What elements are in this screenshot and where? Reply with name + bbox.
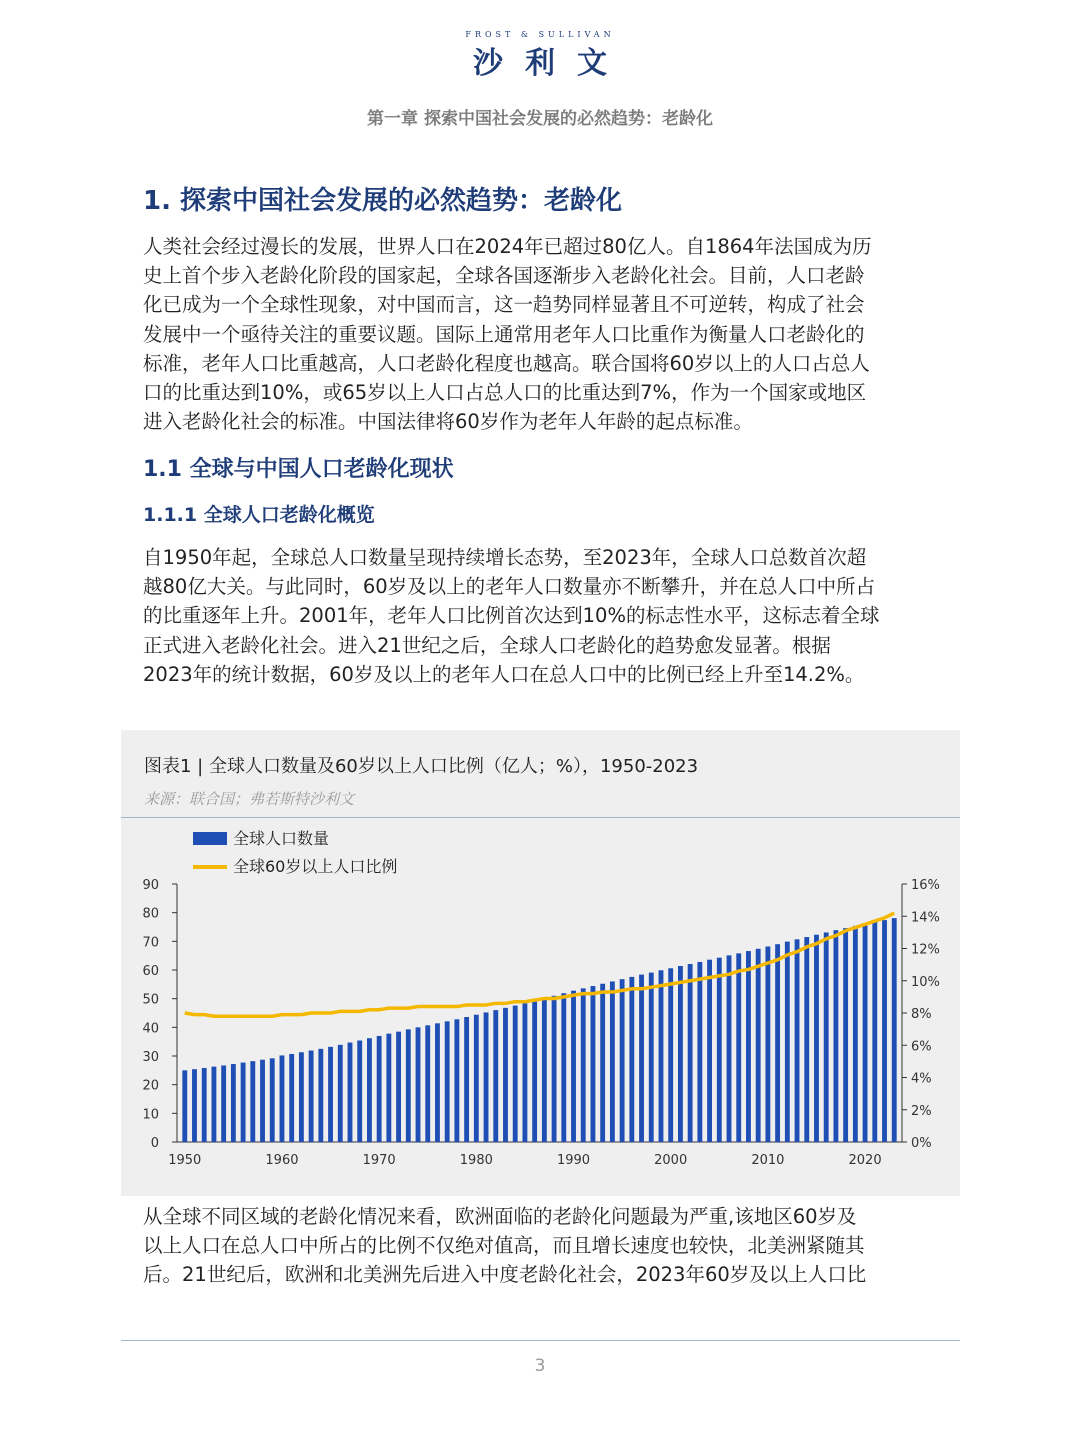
population-bar [192,1069,197,1142]
population-bar [649,973,654,1142]
population-bar [678,966,683,1142]
population-bar [668,968,673,1142]
population-bar [435,1023,440,1142]
left-axis-tick-label: 0 [150,1136,159,1151]
population-bar [377,1036,382,1142]
population-bar [280,1055,285,1142]
population-bar [182,1070,187,1142]
regional-paragraph [143,1202,943,1290]
legend-label-population: 全球人口数量 [233,829,330,848]
population-bar [795,939,800,1142]
population-bar [581,988,586,1142]
paragraph-line: 正式进入老龄化社会。进入21世纪之后，全球人口老龄化的趋势愈发显著。根据 [143,633,831,657]
right-axis-tick-label: 12% [911,942,940,958]
population-bar [591,986,596,1142]
population-bar [318,1049,323,1142]
logo-en: FROST & SULLIVAN [465,30,615,39]
intro-paragraph [143,232,943,436]
population-bar [231,1064,236,1142]
paragraph-line: 口的比重达到10%，或65岁以上人口占总人口的比重达到7%，作为一个国家或地区 [143,381,867,405]
subsection-heading: 1.1 全球与中国人口老龄化现状 [143,457,454,482]
left-axis-tick-label: 30 [142,1050,159,1065]
population-bar [552,996,557,1142]
population-bar [756,949,761,1142]
x-axis-tick-label: 1980 [459,1153,493,1168]
population-bar [765,946,770,1142]
x-axis-tick-label: 1950 [168,1153,202,1168]
population-bar [571,991,576,1142]
x-axis-tick-label: 1960 [265,1153,299,1168]
population-bar [406,1029,411,1142]
population-bar [250,1061,255,1142]
population-bar [522,1003,527,1142]
paragraph-line: 进入老龄化社会的标准。中国法律将60岁作为老年人年龄的起点标准。 [143,410,753,434]
right-axis-tick-label: 14% [911,910,940,926]
population-bar [785,942,790,1142]
population-bar [872,922,877,1142]
population-bar [212,1067,217,1142]
figure-divider [121,817,960,818]
population-bar [532,1001,537,1142]
population-bar [843,928,848,1142]
population-bar [620,979,625,1142]
population-bar [299,1052,304,1142]
paragraph-line: 标准，老年人口比重越高，人口老龄化程度也越高。联合国将60岁以上的人口占总人 [143,351,870,375]
population-bar [727,955,732,1142]
figure-title: 图表1 | 全球人口数量及60岁以上人口比例（亿人；%），1950-2023 [144,756,699,777]
figure-source: 来源：联合国；弗若斯特沙利文 [144,790,355,808]
population-chart [121,822,960,1192]
page-number: 3 [534,1356,546,1376]
population-bar [513,1006,518,1142]
population-bar [736,953,741,1142]
population-bar [289,1054,294,1142]
left-axis-tick-label: 80 [142,906,159,922]
x-axis-tick-label: 1970 [362,1153,396,1168]
x-axis-tick-label: 2010 [751,1153,785,1168]
population-bar [445,1021,450,1142]
population-bar [629,977,634,1142]
population-bar [454,1019,459,1142]
paragraph-line: 的比重逐年上升。2001年，老年人口比例首次达到10%的标志性水平，这标志着全球 [143,604,880,628]
x-axis-tick-label: 2000 [654,1153,688,1168]
population-bar [775,944,780,1142]
population-bar [202,1068,207,1142]
population-bar [892,918,897,1142]
logo-cn: 沙利文 [473,46,629,81]
population-bar [348,1043,353,1142]
left-axis-tick-label: 20 [142,1078,159,1094]
population-bar [746,951,751,1142]
left-axis-tick-label: 40 [142,1021,159,1037]
paragraph-line: 自1950年起，全球总人口数量呈现持续增长态势，至2023年，全球人口总数首次超 [143,546,867,569]
population-bar [396,1032,401,1142]
population-bar [853,926,858,1142]
global-overview-paragraph [143,543,943,689]
population-bar [503,1008,508,1142]
section-heading: 1. 探索中国社会发展的必然趋势：老龄化 [143,186,623,216]
population-bar [600,984,605,1142]
right-axis-tick-label: 8% [911,1007,932,1022]
left-axis-tick-label: 10 [142,1107,159,1123]
x-axis-tick-label: 2020 [848,1153,882,1168]
population-bar [659,970,664,1142]
subsubsection-heading: 1.1.1 全球人口老龄化概览 [143,504,375,526]
population-bar [464,1017,469,1142]
population-bar [241,1063,246,1142]
population-bar [416,1027,421,1142]
population-bar [493,1010,498,1142]
paragraph-line: 以上人口在总人口中所占的比例不仅绝对值高，而且增长速度也较快，北美洲紧随其 [143,1234,865,1258]
paragraph-line: 化已成为一个全球性现象，对中国而言，这一趋势同样显著且不可逆转，构成了社会 [143,293,865,317]
legend-label-ratio: 全球60岁以上人口比例 [233,857,398,876]
population-bar [367,1038,372,1142]
right-axis-tick-label: 4% [911,1071,932,1087]
population-bar [474,1015,479,1142]
legend-swatch-population [193,832,227,845]
left-axis-tick-label: 50 [142,992,159,1008]
paragraph-line: 史上首个步入老龄化阶段的国家起，全球各国逐渐步入老龄化社会。目前，人口老龄 [143,264,865,288]
paragraph-line: 发展中一个亟待关注的重要议题。国际上通常用老年人口比重作为衡量人口老龄化的 [143,322,865,346]
right-axis-tick-label: 16% [911,878,940,893]
population-bar [824,932,829,1142]
left-axis-tick-label: 60 [142,964,159,979]
footer-divider [121,1340,960,1341]
population-bar [542,998,547,1142]
x-axis-tick-label: 1990 [556,1153,591,1168]
right-axis-tick-label: 6% [911,1039,932,1055]
population-bar [386,1034,391,1142]
right-axis-tick-label: 10% [911,974,940,990]
right-axis-tick-label: 2% [911,1103,932,1119]
population-bar [309,1051,314,1142]
population-bar [814,935,819,1142]
population-bar [833,930,838,1142]
population-bar [863,924,868,1142]
population-bar [425,1025,430,1142]
chapter-title: 第一章 探索中国社会发展的必然趋势：老龄化 [367,109,713,129]
left-axis-tick-label: 90 [142,878,159,893]
left-axis-tick-label: 70 [142,935,159,951]
population-bar [717,958,722,1142]
population-bar [270,1058,275,1142]
population-bar [882,920,887,1142]
population-bar [328,1047,333,1142]
population-bar [610,981,615,1142]
figure-box [121,730,960,1196]
paragraph-line: 后。21世纪后，欧洲和北美洲先后进入中度老龄化社会，2023年60岁及以上人口比 [143,1263,867,1287]
population-bar [357,1041,362,1142]
paragraph-line: 越80亿大关。与此同时，60岁及以上的老年人口数量亦不断攀升，并在总人口中所占 [143,575,876,599]
population-bar [697,962,702,1142]
population-bar [707,960,712,1142]
paragraph-line: 从全球不同区域的老龄化情况来看，欧洲面临的老龄化问题最为严重,该地区60岁及 [143,1205,857,1228]
population-bar [260,1060,265,1142]
population-bar [688,964,693,1142]
population-bar [484,1012,489,1142]
population-bar [338,1045,343,1142]
population-bar [221,1065,226,1142]
population-bar [639,975,644,1142]
paragraph-line: 人类社会经过漫长的发展，世界人口在2024年已超过80亿人。自1864年法国成为历 [143,235,872,258]
paragraph-line: 2023年的统计数据，60岁及以上的老年人口在总人口中的比例已经上升至14.2%。 [143,662,865,686]
right-axis-tick-label: 0% [911,1136,932,1151]
population-bar [561,993,566,1142]
population-bar [804,937,809,1142]
